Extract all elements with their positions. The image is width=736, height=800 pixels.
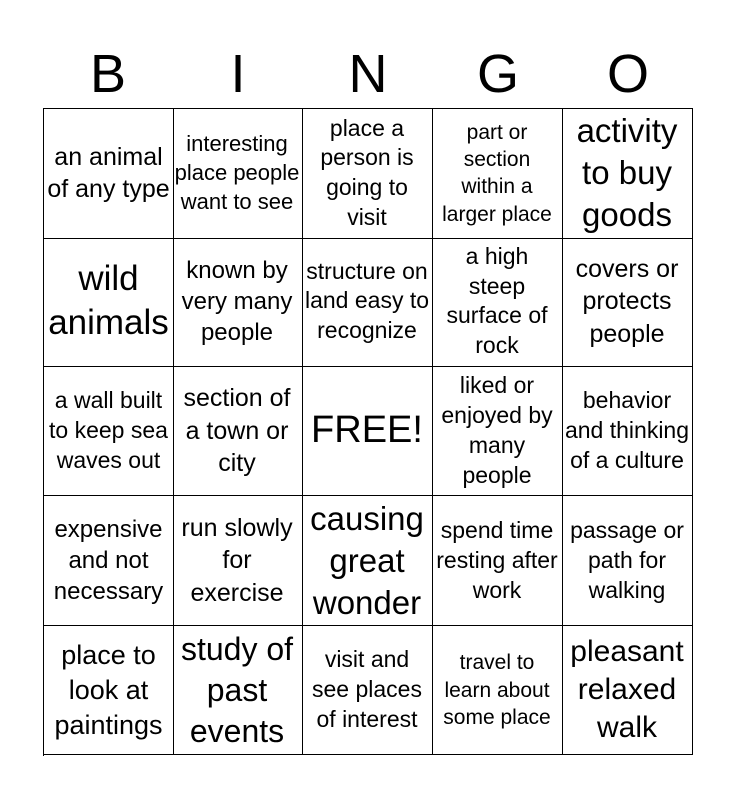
bingo-cell[interactable] [563, 626, 693, 756]
bingo-cell-text: covers or protects people [575, 254, 679, 348]
bingo-cell-text: liked or enjoyed by many people [441, 372, 553, 488]
bingo-card-grid [43, 108, 693, 756]
bingo-cell[interactable] [563, 237, 693, 367]
bingo-cell[interactable] [563, 496, 693, 626]
bingo-cell[interactable] [44, 367, 174, 497]
bingo-cell-text: passage or path for walking [570, 516, 684, 603]
bingo-cell[interactable] [303, 496, 433, 626]
bingo-cell-text: interesting place people want to see [174, 131, 300, 214]
bingo-cell[interactable] [44, 626, 174, 756]
bingo-cell[interactable] [173, 237, 303, 367]
bingo-cell[interactable] [433, 626, 563, 756]
bingo-cell-text: wild animals [48, 258, 169, 343]
bingo-cell[interactable] [44, 237, 174, 367]
bingo-cell[interactable] [303, 237, 433, 367]
bingo-cell-text: run slowly for exercise [181, 513, 293, 607]
bingo-cell-text: structure on land easy to recognize [304, 257, 430, 344]
bingo-cell-text: travel to learn about some place [443, 651, 551, 729]
bingo-cell-text: section of a town or city [183, 384, 291, 478]
bingo-cell-text: a wall built to keep sea waves out [49, 387, 168, 473]
bingo-cell[interactable] [173, 626, 303, 756]
bingo-cell-text: causing great wonder [310, 499, 424, 621]
header-letter-g: G [476, 44, 519, 104]
free-space-cell[interactable] [303, 367, 433, 497]
bingo-cell[interactable] [563, 109, 693, 239]
bingo-cell-text: place a person is going to visit [320, 114, 414, 231]
bingo-cell-text: activity to buy goods [576, 112, 678, 234]
bingo-header [43, 44, 693, 104]
bingo-cell-text: behavior and thinking of a culture [564, 387, 690, 473]
bingo-cell-text: expensive and not necessary [53, 515, 164, 606]
bingo-cell-text: pleasant relaxed walk [570, 635, 684, 745]
bingo-cell[interactable] [44, 109, 174, 239]
bingo-cell[interactable] [303, 626, 433, 756]
bingo-cell[interactable] [433, 367, 563, 497]
bingo-cell[interactable] [433, 496, 563, 626]
bingo-cell[interactable] [173, 496, 303, 626]
bingo-cell-text: known by very many people [181, 256, 293, 346]
bingo-cell-text: spend time resting after work [436, 516, 558, 603]
bingo-cell-text: an animal of any type [47, 142, 170, 204]
bingo-cell-text: study of past events [180, 631, 294, 749]
free-space-label: FREE! [311, 409, 423, 452]
bingo-cell[interactable] [563, 367, 693, 497]
bingo-cell[interactable] [303, 109, 433, 239]
bingo-cell-text: place to look at paintings [54, 639, 163, 740]
bingo-cell[interactable] [173, 367, 303, 497]
header-letter-b: B [89, 44, 127, 104]
header-letter-i: I [230, 44, 246, 104]
bingo-cell[interactable] [433, 237, 563, 367]
bingo-cell[interactable] [173, 109, 303, 239]
bingo-cell[interactable] [44, 496, 174, 626]
header-letter-n: N [348, 44, 388, 104]
bingo-cell-text: visit and see places of interest [312, 646, 422, 733]
header-letter-o: O [606, 44, 649, 104]
bingo-cell-text: part or section within a larger place [442, 120, 552, 226]
bingo-cell-text: a high steep surface of rock [446, 242, 548, 359]
bingo-cell[interactable] [433, 109, 563, 239]
